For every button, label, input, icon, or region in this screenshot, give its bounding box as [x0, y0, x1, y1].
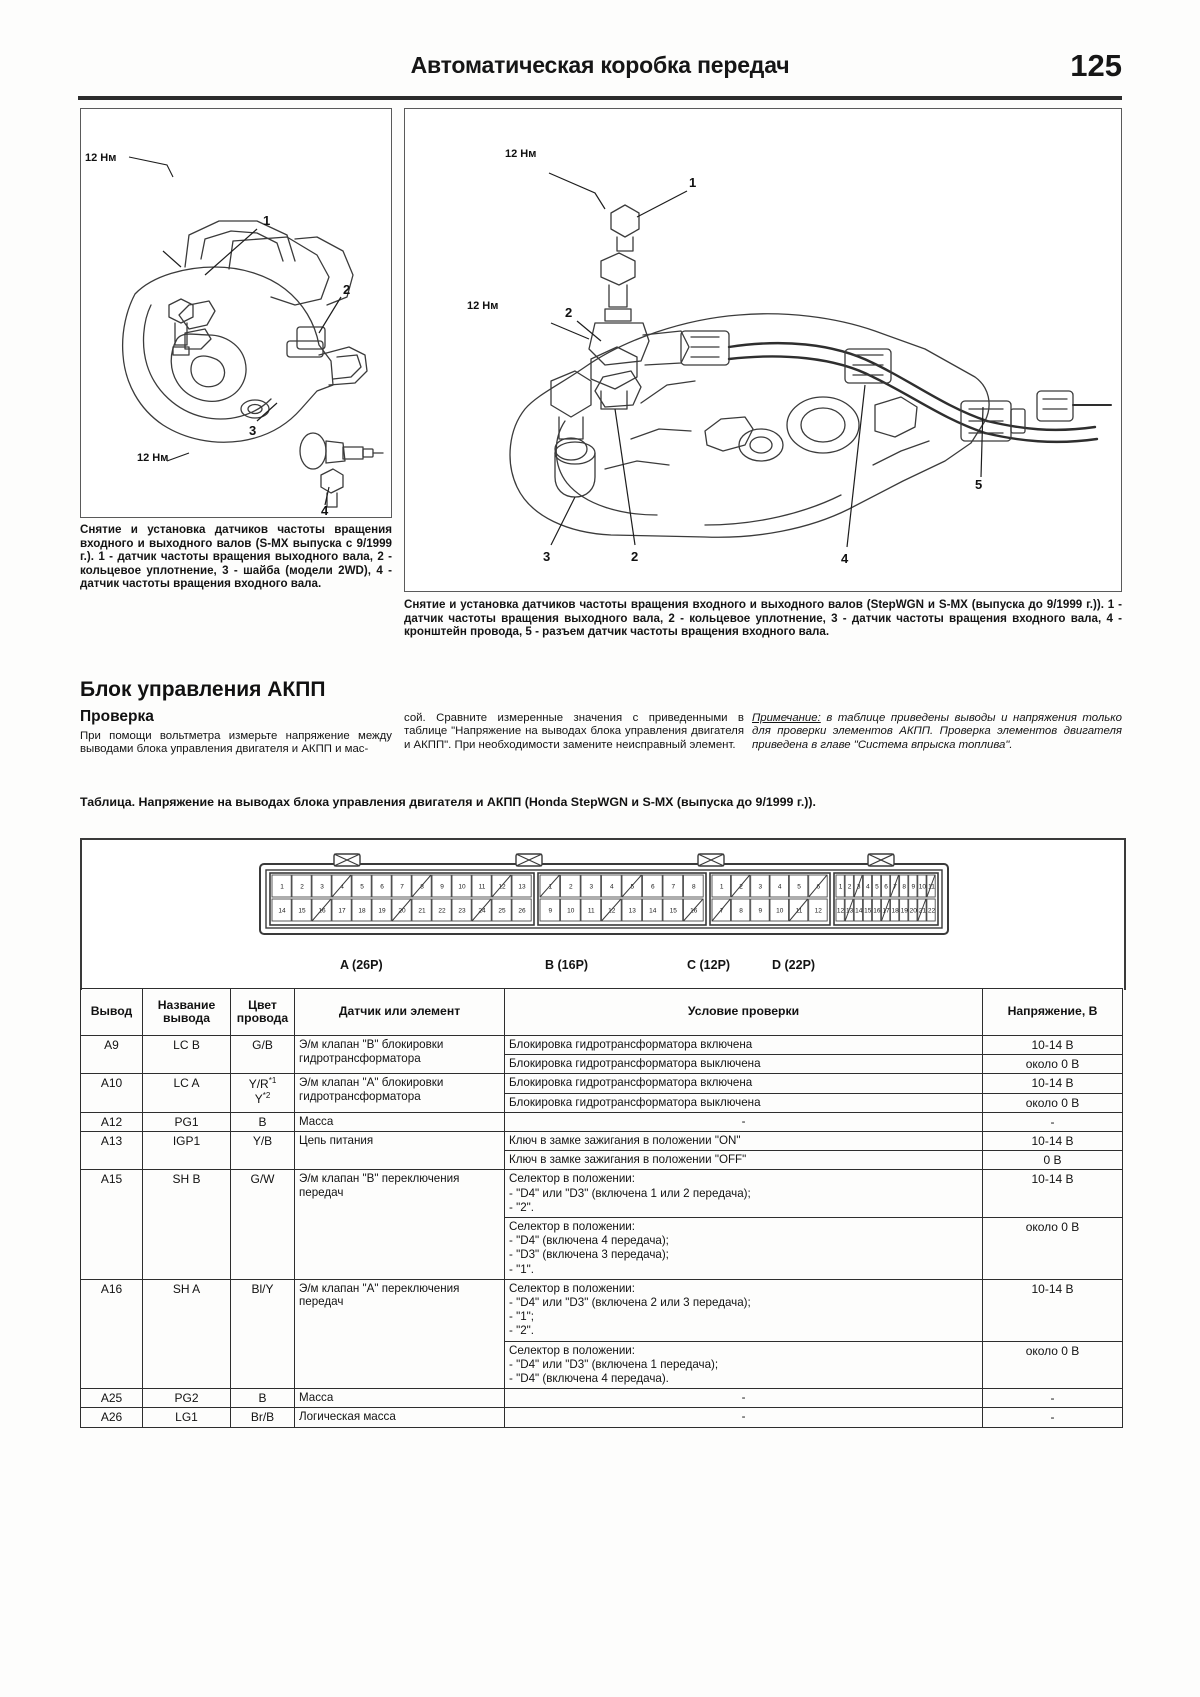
- svg-text:5: 5: [360, 883, 364, 891]
- callout-1-right: 1: [689, 175, 697, 190]
- note-text: в таблице приведены выводы и напряжения только для проверки элементов АКПП. Проверка элементов двигателя приведена в главе "Система впрыска топлива".: [752, 712, 1122, 751]
- connector-pinout-diagram: [80, 838, 1126, 990]
- torque-label-right-top: 12 Нм: [505, 148, 537, 160]
- svg-text:7: 7: [719, 907, 724, 915]
- cell-voltage-A10-1: около 0 В: [983, 1093, 1123, 1112]
- svg-text:24: 24: [478, 907, 486, 915]
- svg-text:8: 8: [691, 883, 696, 891]
- cell-color-A13: Y/B: [231, 1132, 295, 1170]
- svg-text:6: 6: [816, 883, 821, 891]
- connector-label-d: D (22P): [772, 958, 816, 972]
- cell-name-A9: LC B: [143, 1036, 231, 1074]
- svg-text:4: 4: [865, 883, 870, 891]
- svg-text:6: 6: [884, 883, 888, 891]
- cell-condition-A10-0: Блокировка гидротрансформатора включена: [505, 1074, 983, 1093]
- note-label: Примечание:: [752, 712, 821, 724]
- svg-text:5: 5: [875, 883, 879, 891]
- cell-pin-A15: A15: [81, 1170, 143, 1279]
- cell-condition-A15-1: Селектор в положении: - "D4" (включена 4 передача); - "D3" (включена 3 передача); - "1".: [505, 1218, 983, 1280]
- cell-voltage-A25-0: -: [983, 1389, 1123, 1408]
- svg-text:11: 11: [928, 883, 935, 891]
- figure-left: [80, 108, 392, 518]
- cell-name-A12: PG1: [143, 1112, 231, 1131]
- cell-color-A16: Bl/Y: [231, 1279, 295, 1388]
- svg-text:12: 12: [814, 907, 822, 915]
- cell-voltage-A15-1: около 0 В: [983, 1218, 1123, 1280]
- cell-pin-A26: A26: [81, 1408, 143, 1427]
- cell-pin-A9: A9: [81, 1036, 143, 1074]
- cell-voltage-A9-0: 10-14 В: [983, 1036, 1123, 1055]
- svg-text:16: 16: [873, 907, 881, 915]
- svg-text:22: 22: [438, 907, 446, 915]
- cell-condition-A26-0: -: [505, 1408, 983, 1427]
- cell-voltage-A13-0: 10-14 В: [983, 1132, 1123, 1151]
- cell-voltage-A26-0: -: [983, 1408, 1123, 1427]
- cell-condition-A16-0: Селектор в положении: - "D4" или "D3" (включена 2 или 3 передача); - "1"; - "2".: [505, 1279, 983, 1341]
- cell-voltage-A9-1: около 0 В: [983, 1055, 1123, 1074]
- svg-text:13: 13: [628, 907, 636, 915]
- callout-2-left: 2: [343, 282, 351, 297]
- table-row: [81, 1036, 1123, 1055]
- svg-text:23: 23: [458, 907, 466, 915]
- svg-text:6: 6: [380, 883, 384, 891]
- svg-text:10: 10: [458, 883, 466, 891]
- svg-text:15: 15: [864, 907, 872, 915]
- svg-text:3: 3: [758, 883, 763, 891]
- cell-voltage-A15-0: 10-14 В: [983, 1170, 1123, 1218]
- section-subheading: Проверка: [80, 708, 154, 725]
- cell-voltage-A13-1: 0 В: [983, 1151, 1123, 1170]
- page-title: Автоматическая коробка передач: [410, 52, 790, 78]
- callout-2-right-upper: 2: [565, 305, 573, 320]
- cell-pin-A13: A13: [81, 1132, 143, 1170]
- svg-text:1: 1: [838, 883, 843, 891]
- svg-text:3: 3: [856, 883, 861, 891]
- svg-text:14: 14: [649, 907, 657, 915]
- svg-text:3: 3: [320, 883, 324, 891]
- connector-label-a: A (26P): [340, 958, 383, 972]
- cell-color-A15: G/W: [231, 1170, 295, 1279]
- table-row: [81, 1279, 1123, 1341]
- table-caption: Таблица. Напряжение на выводах блока управления двигателя и АКПП (Honda StepWGN и S-MX (выпуска до 9/1999 г.)).: [80, 795, 816, 809]
- svg-text:17: 17: [882, 907, 890, 915]
- svg-text:8: 8: [420, 883, 424, 891]
- body-column-2: сой. Сравните измеренные значения с приведенными в таблице "Напряжение на выводах блока управления двигателя и АКПП". При необходимости замените неисправный элемент.: [404, 712, 744, 751]
- svg-text:12: 12: [836, 907, 845, 915]
- page-header: [78, 48, 1122, 96]
- connector-label-c: C (12P): [687, 958, 731, 972]
- table-row: [81, 1170, 1123, 1218]
- svg-text:16: 16: [690, 907, 698, 915]
- th-condition: Условие проверки: [505, 989, 983, 1036]
- svg-text:7: 7: [893, 883, 897, 891]
- transmission-sensor-diagram-right: [405, 109, 1121, 591]
- header-divider: [78, 96, 1122, 100]
- cell-voltage-A12-0: -: [983, 1112, 1123, 1131]
- svg-text:8: 8: [739, 907, 743, 915]
- cell-name-A26: LG1: [143, 1408, 231, 1427]
- svg-text:12: 12: [608, 907, 616, 915]
- cell-condition-A13-0: Ключ в замке зажигания в положении "ON": [505, 1132, 983, 1151]
- page-number: 125: [1070, 48, 1122, 83]
- callout-5-right: 5: [975, 477, 983, 492]
- cell-pin-A16: A16: [81, 1279, 143, 1388]
- svg-text:1: 1: [548, 883, 553, 891]
- figure-right-caption: Снятие и установка датчиков частоты вращения входного и выходного валов (StepWGN и S-MX (выпуска до 9/1999 г.)). 1 - датчик частоты вращения выходного вала, 2 - кольцевое уплотнение, 3 - датчик частоты вращения входного вала, 4 - кронштейн провода, 5 - разъем датчик частоты вращения входного вала.: [404, 598, 1122, 639]
- cell-element-A13: Цепь питания: [295, 1132, 505, 1170]
- table-header-row: [81, 989, 1123, 1036]
- th-name: Название вывода: [143, 989, 231, 1036]
- svg-text:10: 10: [918, 883, 927, 891]
- svg-text:3: 3: [589, 883, 594, 891]
- svg-text:7: 7: [400, 883, 404, 891]
- callout-1-left: 1: [263, 213, 271, 228]
- svg-text:14: 14: [278, 907, 286, 915]
- svg-text:25: 25: [498, 907, 506, 915]
- svg-text:20: 20: [398, 907, 406, 915]
- callout-4-left: 4: [321, 503, 329, 517]
- torque-label-left-top: 12 Нм: [85, 152, 117, 164]
- cell-element-A25: Масса: [295, 1389, 505, 1408]
- body-column-1: При помощи вольтметра измерьте напряжение между выводами блока управления двигателя и АКПП и мас-: [80, 730, 392, 756]
- table-row: [81, 1408, 1123, 1427]
- cell-condition-A10-1: Блокировка гидротрансформатора выключена: [505, 1093, 983, 1112]
- cell-condition-A25-0: -: [505, 1389, 983, 1408]
- connector-pin-rows: [82, 840, 1124, 990]
- svg-text:12: 12: [498, 883, 506, 891]
- cell-condition-A9-0: Блокировка гидротрансформатора включена: [505, 1036, 983, 1055]
- th-element: Датчик или элемент: [295, 989, 505, 1036]
- svg-text:1: 1: [280, 883, 284, 891]
- svg-text:19: 19: [378, 907, 386, 915]
- svg-text:10: 10: [776, 907, 784, 915]
- svg-text:2: 2: [847, 883, 852, 891]
- cell-condition-A12-0: -: [505, 1112, 983, 1131]
- svg-text:18: 18: [358, 907, 366, 915]
- figure-right: [404, 108, 1122, 592]
- cell-element-A10: Э/м клапан "A" блокировки гидротрансформатора: [295, 1074, 505, 1112]
- pin-voltage-table: [80, 988, 1123, 1428]
- cell-pin-A25: A25: [81, 1389, 143, 1408]
- svg-text:9: 9: [440, 883, 444, 891]
- cell-element-A26: Логическая масса: [295, 1408, 505, 1427]
- table-row: [81, 1074, 1123, 1093]
- svg-text:21: 21: [418, 907, 426, 915]
- svg-text:4: 4: [340, 883, 344, 891]
- cell-pin-A10: A10: [81, 1074, 143, 1112]
- torque-label-left-bottom: 12 Нм: [137, 452, 169, 464]
- svg-text:13: 13: [518, 883, 526, 891]
- table-row: [81, 1112, 1123, 1131]
- cell-name-A15: SH B: [143, 1170, 231, 1279]
- cell-voltage-A10-0: 10-14 В: [983, 1074, 1123, 1093]
- cell-name-A16: SH A: [143, 1279, 231, 1388]
- cell-condition-A15-0: Селектор в положении: - "D4" или "D3" (включена 1 или 2 передача); - "2".: [505, 1170, 983, 1218]
- svg-text:20: 20: [909, 907, 917, 915]
- cell-name-A25: PG2: [143, 1389, 231, 1408]
- cell-condition-A9-1: Блокировка гидротрансформатора выключена: [505, 1055, 983, 1074]
- table-body: [81, 1036, 1123, 1428]
- cell-color-A26: Br/B: [231, 1408, 295, 1427]
- cell-condition-A16-1: Селектор в положении: - "D4" или "D3" (включена 1 передача); - "D4" (включена 4 передача).: [505, 1341, 983, 1389]
- table-row: [81, 1389, 1123, 1408]
- svg-text:2: 2: [568, 883, 573, 891]
- body-column-3: [752, 712, 1122, 752]
- callout-3-left: 3: [249, 423, 257, 438]
- cell-element-A9: Э/м клапан "B" блокировки гидротрансформатора: [295, 1036, 505, 1074]
- svg-text:16: 16: [318, 907, 326, 915]
- cell-color-A10: $Y/R^{*1}$ $Y^{*2}$: [231, 1074, 295, 1112]
- svg-text:15: 15: [669, 907, 677, 915]
- cell-color-A25: B: [231, 1389, 295, 1408]
- svg-text:9: 9: [548, 907, 553, 915]
- cell-voltage-A16-1: около 0 В: [983, 1341, 1123, 1389]
- cell-element-A15: Э/м клапан "B" переключения передач: [295, 1170, 505, 1279]
- callout-2-right-lower: 2: [631, 549, 639, 564]
- svg-text:17: 17: [338, 907, 346, 915]
- svg-text:14: 14: [855, 907, 863, 915]
- figure-left-caption: Снятие и установка датчиков частоты вращения входного и выходного валов (S-MX выпуска с 9/1999 г.). 1 - датчик частоты вращения выходного вала, 2 - кольцевое уплотнение, 3 - шайба (модели 2WD), 4 - датчик частоты вращения входного вала.: [80, 523, 392, 591]
- svg-text:1: 1: [719, 883, 724, 891]
- cell-condition-A13-1: Ключ в замке зажигания в положении "OFF": [505, 1151, 983, 1170]
- cell-color-A9: G/B: [231, 1036, 295, 1074]
- svg-text:10: 10: [567, 907, 575, 915]
- svg-text:13: 13: [845, 907, 854, 915]
- svg-text:9: 9: [911, 883, 916, 891]
- callout-3-right: 3: [543, 549, 551, 564]
- callout-4-right: 4: [841, 551, 849, 566]
- cell-name-A10: LC A: [143, 1074, 231, 1112]
- th-color: Цвет провода: [231, 989, 295, 1036]
- svg-text:5: 5: [797, 883, 801, 891]
- svg-text:6: 6: [650, 883, 655, 891]
- svg-text:18: 18: [891, 907, 899, 915]
- svg-text:21: 21: [918, 907, 927, 915]
- svg-text:22: 22: [927, 907, 936, 915]
- svg-text:4: 4: [609, 883, 614, 891]
- svg-text:7: 7: [671, 883, 676, 891]
- svg-text:5: 5: [630, 883, 635, 891]
- svg-text:15: 15: [298, 907, 306, 915]
- cell-element-A12: Масса: [295, 1112, 505, 1131]
- th-pin: Вывод: [81, 989, 143, 1036]
- cell-color-A12: B: [231, 1112, 295, 1131]
- transmission-sensor-diagram-left: [81, 109, 391, 517]
- connector-label-b: B (16P): [545, 958, 589, 972]
- svg-text:2: 2: [739, 883, 743, 891]
- svg-text:9: 9: [758, 907, 763, 915]
- svg-text:8: 8: [902, 883, 907, 891]
- section-heading: Блок управления АКПП: [80, 678, 326, 701]
- svg-text:11: 11: [795, 907, 803, 915]
- svg-text:19: 19: [900, 907, 908, 915]
- svg-text:11: 11: [587, 907, 595, 915]
- torque-label-right-left: 12 Нм: [467, 300, 499, 312]
- table-head: [81, 989, 1123, 1036]
- cell-pin-A12: A12: [81, 1112, 143, 1131]
- th-voltage: Напряжение, В: [983, 989, 1123, 1036]
- cell-element-A16: Э/м клапан "A" переключения передач: [295, 1279, 505, 1388]
- cell-voltage-A16-0: 10-14 В: [983, 1279, 1123, 1341]
- table-row: [81, 1132, 1123, 1151]
- svg-text:2: 2: [300, 883, 304, 891]
- svg-text:26: 26: [518, 907, 526, 915]
- svg-text:4: 4: [777, 883, 782, 891]
- cell-name-A13: IGP1: [143, 1132, 231, 1170]
- svg-text:11: 11: [478, 883, 486, 891]
